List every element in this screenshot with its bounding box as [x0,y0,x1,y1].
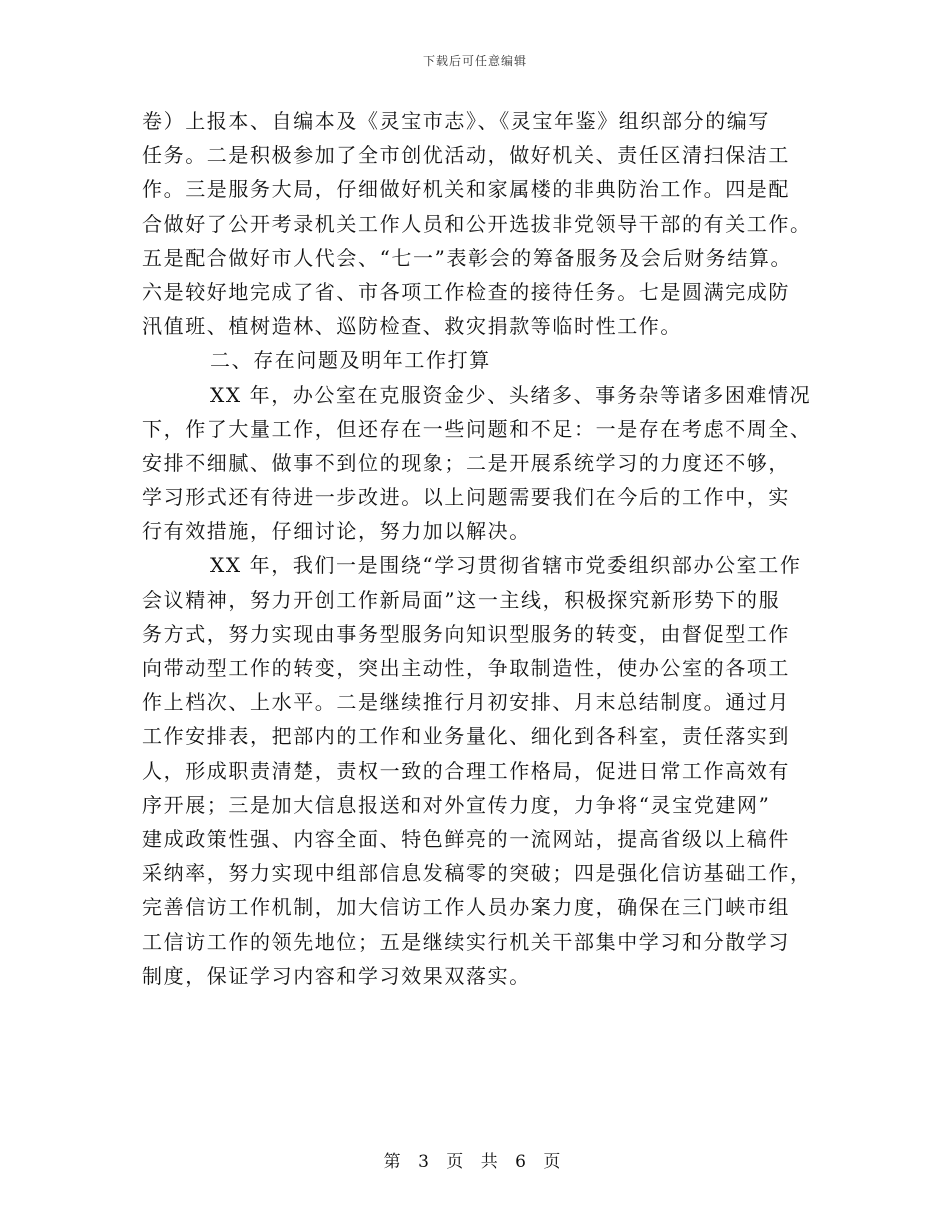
text-line: 任务。二是积极参加了全市创优活动，做好机关、责任区清扫保洁工 [142,143,790,168]
text-line: 序开展；三是加大信息报送和对外宣传力度，力争将“灵宝党建网” [142,792,771,817]
text-line: XX 年，办公室在克服资金少、头绪多、事务杂等诸多困难情况 [210,382,812,407]
page-number: 第 3 页 共 6 页 [383,1152,567,1172]
text-line: 建成政策性强、内容全面、特色鲜亮的一流网站，提高省级以上稿件 [142,826,790,851]
text-line: 安排不细腻、做事不到位的现象；二是开展系统学习的力度还不够， [142,450,790,475]
text-line: 完善信访工作机制，加大信访工作人员办案力度，确保在三门峡市组 [142,895,790,920]
text-line: 合做好了公开考录机关工作人员和公开选拔非党领导干部的有关工作。 [142,211,812,236]
text-line: 学习形式还有待进一步改进。以上问题需要我们在今后的工作中，实 [142,485,790,510]
text-line: 务方式，努力实现由事务型服务向知识型服务的转变，由督促型工作 [142,621,790,646]
header-note: 下载后可任意编辑 [422,54,527,68]
text-line: 工作安排表，把部内的工作和业务量化、细化到各科室，责任落实到 [142,724,790,749]
text-line: 卷）上报本、自编本及《灵宝市志》、《灵宝年鉴》组织部分的编写 [142,109,770,133]
document-body [142,104,812,993]
text-line: 下，作了大量工作，但还存在一些问题和不足：一是存在考虑不周全、 [142,416,812,441]
text-line: 工信访工作的领先地位；五是继续实行机关干部集中学习和分散学习 [142,929,790,954]
text-line: 五是配合做好市人代会、“七一”表彰会的筹备服务及会后财务结算。 [142,245,793,270]
text-line: 六是较好地完成了省、市各项工作检查的接待任务。七是圆满完成防 [142,279,790,304]
text-line: XX 年，我们一是围绕“学习贯彻省辖市党委组织部办公室工作 [210,553,802,578]
text-line: 采纳率，努力实现中组部信息发稿零的突破；四是强化信访基础工作， [142,861,812,886]
text-line: 作上档次、上水平。二是继续推行月初安排、月末总结制度。通过月 [142,690,790,715]
text-line: 人，形成职责清楚，责权一致的合理工作格局，促进日常工作高效有 [142,758,790,783]
text-line: 制度，保证学习内容和学习效果双落实。 [142,963,531,988]
text-line: 汛值班、植树造林、巡防检查、救灾捐款等临时性工作。 [142,314,682,339]
text-line: 行有效措施，仔细讨论，努力加以解决。 [142,519,531,544]
text-line: 作。三是服务大局，仔细做好机关和家属楼的非典防治工作。四是配 [142,177,790,202]
section-heading: 二、存在问题及明年工作打算 [210,348,491,373]
text-line: 会议精神，努力开创工作新局面”这一主线，积极探究新形势下的服 [142,587,781,612]
text-line: 向带动型工作的转变，突出主动性，争取制造性，使办公室的各项工 [142,656,790,680]
